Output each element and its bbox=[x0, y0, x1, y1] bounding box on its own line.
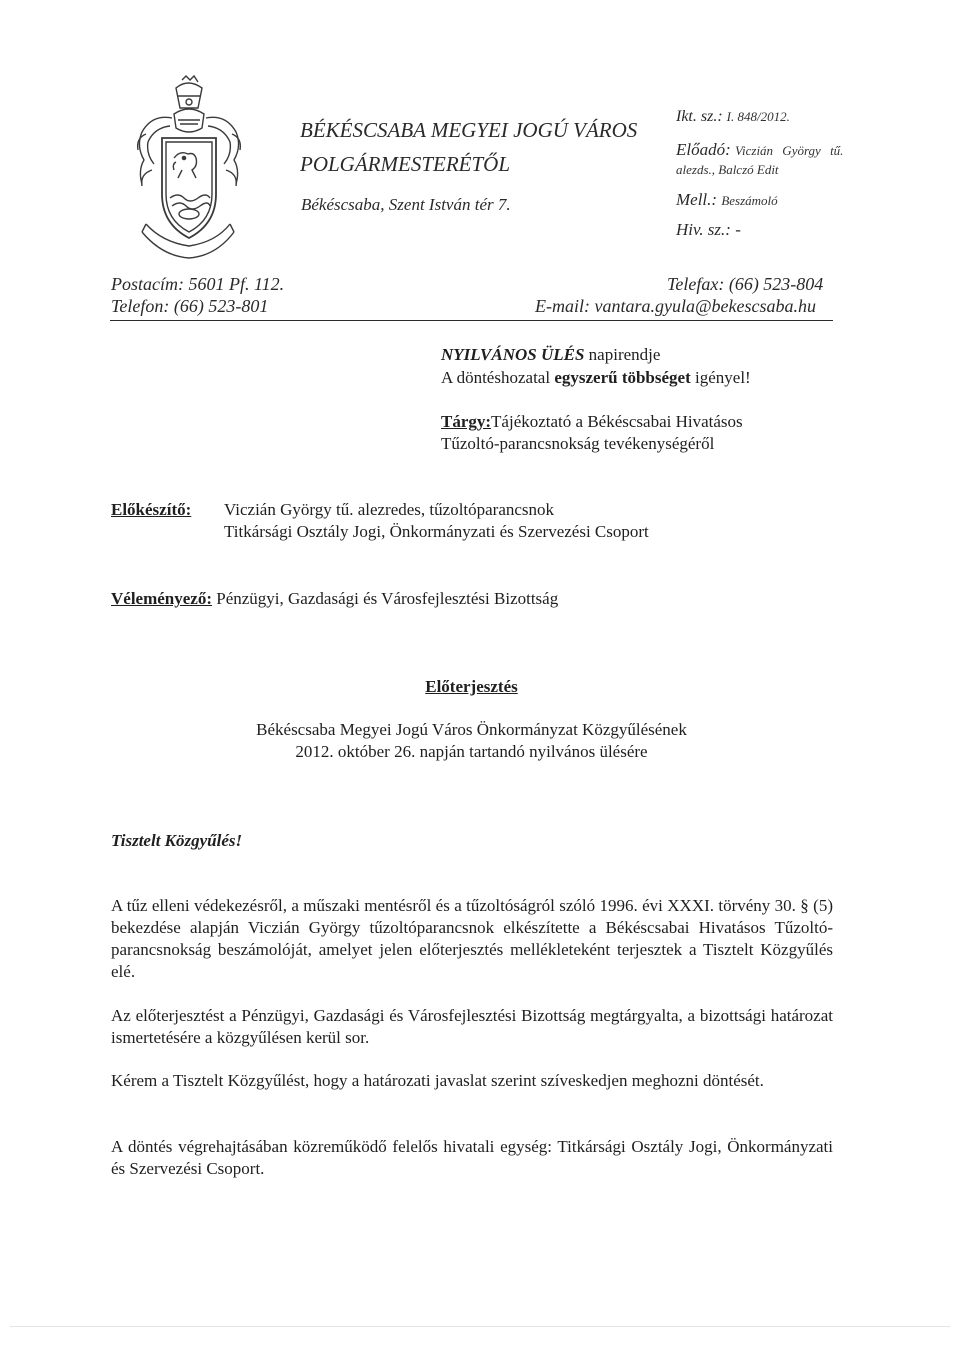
session-type-suffix: napirendje bbox=[588, 345, 661, 364]
paragraph-3: Kérem a Tisztelt Közgyűlést, hogy a határozati javaslat szerint szíveskedjen meghozni döntését. bbox=[111, 1071, 764, 1090]
subject-line2: Tűzoltó-parancsnokság tevékenységéről bbox=[441, 434, 715, 453]
postal-address: Postacím: 5601 Pf. 112. bbox=[111, 274, 285, 294]
presenter-continued: alezds., Balczó Edit bbox=[676, 162, 779, 177]
hiv-value: - bbox=[735, 220, 741, 239]
session-type-label: NYILVÁNOS ÜLÉS bbox=[441, 345, 585, 364]
ikt-value: I. 848/2012. bbox=[726, 109, 790, 124]
subject-line1 bbox=[441, 411, 743, 432]
header-divider bbox=[110, 320, 833, 321]
email: E-mail: vantara.gyula@bekescsaba.hu bbox=[535, 296, 816, 316]
proposal-line2: 2012. október 26. napján tartandó nyilvános ülésére bbox=[295, 742, 648, 761]
reviewer-value: Pénzügyi, Gazdasági és Városfejlesztési Bizottság bbox=[216, 589, 559, 608]
attachment bbox=[676, 190, 778, 210]
mell-label: Mell.: bbox=[676, 190, 718, 209]
salutation: Tisztelt Közgyűlés! bbox=[111, 831, 243, 850]
registration-number bbox=[676, 108, 790, 126]
proposal-title: Előterjesztés bbox=[425, 677, 518, 696]
proposal-line1: Békéscsaba Megyei Jogú Város Önkormányzat Közgyűlésének bbox=[256, 720, 687, 739]
reviewer-label: Véleményező: bbox=[111, 589, 213, 608]
fax: Telefax: (66) 523-804 bbox=[667, 274, 824, 294]
eloado-value: Viczián György tű. bbox=[735, 143, 844, 158]
decision-majority: egyszerű többséget bbox=[554, 368, 691, 387]
eloado-label: Előadó: bbox=[676, 140, 731, 159]
hiv-label: Hiv. sz.: bbox=[676, 220, 731, 239]
subject-text: Tájékoztató a Békéscsabai Hivatásos bbox=[491, 412, 743, 431]
scan-edge-line bbox=[10, 1326, 950, 1327]
preparer-label: Előkészítő: bbox=[111, 500, 192, 519]
decision-requirement bbox=[441, 367, 751, 388]
preparer-line1: Viczián György tű. alezredes, tűzoltóparancsnok bbox=[224, 500, 555, 519]
coat-of-arms-icon bbox=[132, 74, 244, 264]
city-name: BÉKÉSCSABA MEGYEI JOGÚ VÁROS bbox=[300, 118, 638, 142]
presenter bbox=[676, 140, 843, 160]
ikt-label: Ikt. sz.: bbox=[676, 108, 723, 125]
session-type bbox=[441, 344, 660, 365]
decision-prefix: A döntéshozatal bbox=[441, 368, 551, 387]
paragraph-2: Az előterjesztést a Pénzügyi, Gazdasági és Városfejlesztési Bizottság megtárgyalta, a bizottsági határozat ismertetésére a közgyűlésen kerül sor. bbox=[111, 1006, 833, 1047]
paragraph-4: A döntés végrehajtásában közreműködő felelős hivatali egység: Titkársági Osztály Jogi, Önkormányzati és Szervezési Csoport. bbox=[111, 1137, 833, 1178]
paragraph-1: A tűz elleni védekezésről, a műszaki mentésről és a tűzoltóságról szóló 1996. évi XXXI. törvény 30. § (5) bekezdése alapján Viczián György tűzoltóparancsnok elkészítette a Békéscsabai Hivatásos Tűzoltó-parancsnokság beszámolóját, amelyet jelen előterjesztés mellékleteként terjesztek a Tisztelt Közgyűlés elé. bbox=[111, 896, 833, 981]
office-name: POLGÁRMESTERÉTŐL bbox=[300, 152, 510, 176]
reference-number bbox=[676, 220, 741, 240]
subject-label: Tárgy: bbox=[441, 412, 492, 431]
reviewer bbox=[111, 588, 558, 609]
mell-value: Beszámoló bbox=[721, 193, 778, 208]
phone: Telefon: (66) 523-801 bbox=[111, 296, 269, 316]
decision-suffix: igényel! bbox=[695, 368, 751, 387]
office-address: Békéscsaba, Szent István tér 7. bbox=[301, 195, 511, 214]
preparer-line2: Titkársági Osztály Jogi, Önkormányzati és Szervezési Csoport bbox=[224, 522, 649, 541]
